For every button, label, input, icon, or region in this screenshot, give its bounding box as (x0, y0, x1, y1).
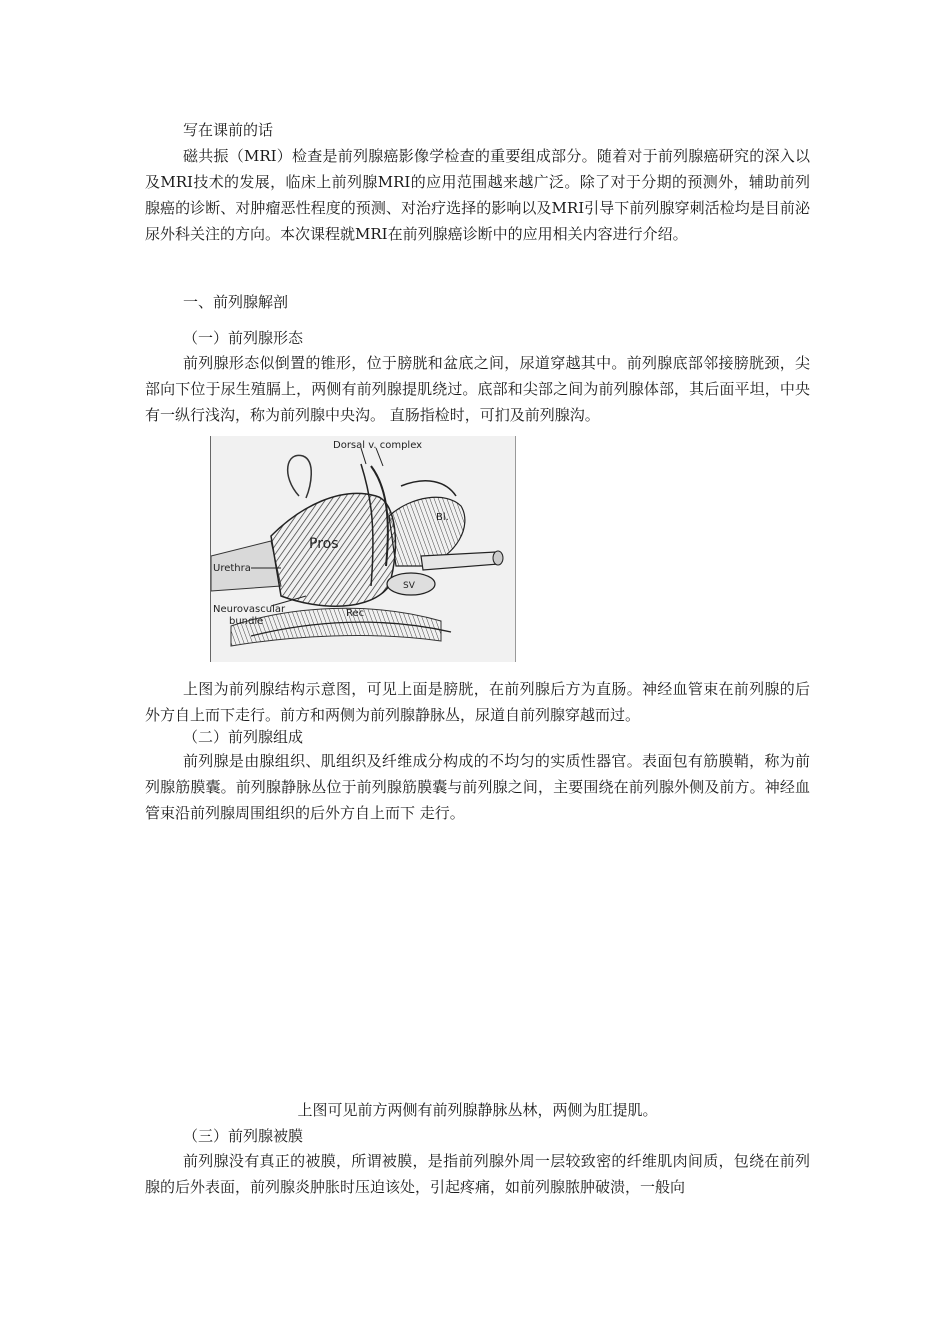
intro-paragraph: 磁共振（MRI）检查是前列腺癌影像学检查的重要组成部分。随着对于前列腺癌研究的深入以及MRI技术的发展，临床上前列腺MRI的应用范围越来越广泛。除了对于分期的预测外，辅助前列腺癌的诊断、对肿瘤恶性程度的预测、对治疗选择的影响以及MRI引导下前列腺穿刺活检均是目前泌尿外科关注的方向。本次课程就MRI在前列腺癌诊断中的应用相关内容进行介绍。 (145, 147, 810, 243)
label-rectum: Rec (346, 608, 365, 619)
section-heading-anatomy: 一、前列腺解剖 (183, 293, 289, 311)
label-dorsal-complex: Dorsal v. complex (333, 440, 423, 451)
subheading-capsule: （三）前列腺被膜 (183, 1127, 304, 1145)
label-urethra: Urethra (213, 563, 251, 574)
morphology-paragraph: 前列腺形态似倒置的锥形，位于膀胱和盆底之间，尿道穿越其中。前列腺底部邻接膀胱颈，尖部向下位于尿生殖膈上，两侧有前列腺提肌绕过。底部和尖部之间为前列腺体部，其后面平坦，中央有一纵行浅沟，称为前列腺中央沟。 直肠指检时，可扪及前列腺沟。 (145, 354, 810, 424)
subheading-morphology: （一）前列腺形态 (183, 329, 304, 347)
composition-paragraph: 前列腺是由腺组织、肌组织及纤维成分构成的不均匀的实质性器官。表面包有筋膜鞘，称为前列腺筋膜囊。前列腺静脉丛位于前列腺筋膜囊与前列腺之间，主要围绕在前列腺外侧及前方。神经血管束沿前列腺周围组织的后外方自上而下 走行。 (145, 752, 810, 822)
intro-title: 写在课前的话 (183, 121, 274, 139)
label-bladder: Bl. (436, 512, 449, 523)
anatomy-drawing (211, 436, 516, 662)
label-prostate: Pros (309, 536, 339, 552)
label-bundle: bundle (229, 616, 264, 627)
capsule-paragraph: 前列腺没有真正的被膜，所谓被膜，是指前列腺外周一层较致密的纤维肌肉间质，包绕在前列腺的后外表面，前列腺炎肿胀时压迫该处，引起疼痛，如前列腺脓肿破溃，一般向 (145, 1152, 810, 1196)
subheading-composition: （二）前列腺组成 (183, 728, 304, 746)
second-figure-caption: 上图可见前方两侧有前列腺静脉丛林，两侧为肛提肌。 (297, 1101, 658, 1119)
prostate-anatomy-illustration (210, 436, 516, 662)
label-neurovascular: Neurovascular (213, 604, 286, 615)
figure-caption-paragraph: 上图为前列腺结构示意图，可见上面是膀胱，在前列腺后方为直肠。神经血管束在前列腺的后外方自上而下走行。前方和两侧为前列腺静脉丛，尿道自前列腺穿越而过。 (145, 680, 810, 724)
label-seminal-vesicle: SV (403, 581, 415, 591)
